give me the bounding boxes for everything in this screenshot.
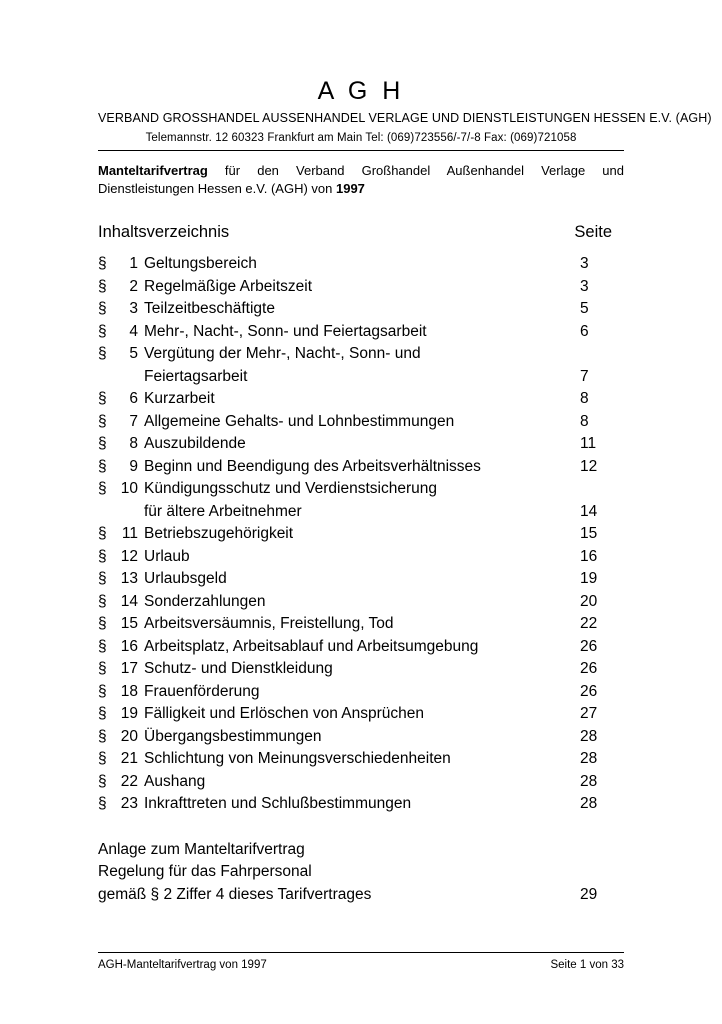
section-number: 20 xyxy=(120,727,138,745)
appendix-page-number: 29 xyxy=(580,885,598,903)
section-symbol: § xyxy=(98,480,107,498)
subtitle-lead: Manteltarifvertrag xyxy=(98,162,208,178)
toc-entry[interactable] xyxy=(98,301,624,317)
toc-entry-number xyxy=(98,729,144,745)
toc-entry-label: Schlichtung von Meinungsverschiedenheiten xyxy=(144,750,451,768)
toc-entry[interactable] xyxy=(98,526,624,542)
toc-entry[interactable] xyxy=(98,256,624,272)
section-number: 18 xyxy=(120,682,138,700)
toc-entry-page: 26 xyxy=(580,682,598,700)
toc-entry-label: Urlaubsgeld xyxy=(144,570,227,588)
toc-entry-page: 15 xyxy=(580,525,598,543)
toc-entry[interactable] xyxy=(98,571,624,587)
toc-entry-page: 16 xyxy=(580,547,598,565)
appendix-line-3 xyxy=(98,884,624,906)
section-symbol: § xyxy=(98,300,107,318)
toc-entry-label: Feiertagsarbeit xyxy=(144,367,248,385)
toc-entry[interactable] xyxy=(98,796,624,812)
section-symbol: § xyxy=(98,660,107,678)
toc-entry[interactable] xyxy=(98,774,624,790)
section-symbol: § xyxy=(98,412,107,430)
toc-entry-page: 26 xyxy=(580,660,598,678)
toc-entry-label: Teilzeitbeschäftigte xyxy=(144,300,275,318)
section-number: 16 xyxy=(120,637,138,655)
section-number: 22 xyxy=(120,772,138,790)
toc-entry-page: 12 xyxy=(580,457,598,475)
appendix-line-3-text: gemäß § 2 Ziffer 4 dieses Tarifvertrages xyxy=(98,885,372,903)
toc-entry-page: 20 xyxy=(580,592,598,610)
toc-entry-label: Mehr-, Nacht-, Sonn- und Feiertagsarbeit xyxy=(144,322,427,340)
section-symbol: § xyxy=(98,255,107,273)
section-symbol: § xyxy=(98,345,107,363)
toc-entry[interactable] xyxy=(98,346,624,362)
section-symbol: § xyxy=(98,772,107,790)
toc-entry-number xyxy=(98,706,144,722)
toc-page-column-header: Seite xyxy=(574,223,612,242)
section-symbol: § xyxy=(98,615,107,633)
document-subtitle xyxy=(98,162,624,200)
toc-header xyxy=(98,223,624,242)
section-number: 12 xyxy=(120,547,138,565)
toc-entry-page: 26 xyxy=(580,637,598,655)
toc-entry[interactable] xyxy=(98,639,624,655)
toc-entry-page: 28 xyxy=(580,795,598,813)
toc-entry[interactable] xyxy=(98,459,624,475)
appendix-line-2 xyxy=(98,861,624,883)
subtitle-body: für den Verband Großhandel Außenhandel Verlage und Dienstleistungen Hessen e.V. (AGH) von xyxy=(98,162,624,197)
section-symbol: § xyxy=(98,750,107,768)
toc-entry-page: 5 xyxy=(580,300,589,318)
toc-entry[interactable] xyxy=(98,504,624,520)
toc-entry-label: Sonderzahlungen xyxy=(144,592,266,610)
footer-right-text: Seite 1 von 33 xyxy=(550,959,624,971)
section-symbol: § xyxy=(98,682,107,700)
toc-entry-number xyxy=(98,571,144,587)
organization-initials: A G H xyxy=(317,77,405,105)
toc-entry-label: Allgemeine Gehalts- und Lohnbestimmungen xyxy=(144,412,455,430)
section-symbol: § xyxy=(98,525,107,543)
header-divider xyxy=(98,150,624,151)
organization-contact: Telemannstr. 12 60323 Frankfurt am Main Tel: (069)723556/-7/-8 Fax: (069)721058 xyxy=(145,131,577,144)
toc-entry-label: Arbeitsplatz, Arbeitsablauf und Arbeitsumgebung xyxy=(144,637,479,655)
toc-entry[interactable] xyxy=(98,436,624,452)
appendix-line-2-text: Regelung für das Fahrpersonal xyxy=(98,863,312,881)
toc-entry-page: 8 xyxy=(580,412,589,430)
toc-entry-number xyxy=(98,549,144,565)
toc-entry-label: Inkrafttreten und Schlußbestimmungen xyxy=(144,795,412,813)
toc-entry-label: Frauenförderung xyxy=(144,682,260,700)
section-number: 11 xyxy=(121,525,138,543)
footer-divider xyxy=(98,952,624,953)
section-symbol: § xyxy=(98,795,107,813)
toc-entry-number xyxy=(98,436,144,452)
toc-entry[interactable] xyxy=(98,324,624,340)
document-masthead xyxy=(98,0,712,151)
toc-entry-number xyxy=(98,751,144,767)
section-number: 4 xyxy=(129,322,138,340)
section-number: 5 xyxy=(129,345,138,363)
toc-entry-page: 27 xyxy=(580,705,598,723)
section-number: 23 xyxy=(120,795,138,813)
section-symbol: § xyxy=(98,705,107,723)
section-number: 8 xyxy=(129,435,138,453)
appendix-line-1-text: Anlage zum Manteltarifvertrag xyxy=(98,840,305,858)
toc-entry-number xyxy=(98,301,144,317)
toc-entry-number xyxy=(98,279,144,295)
toc-entry-label: Übergangsbestimmungen xyxy=(144,727,322,745)
toc-entry-label: Geltungsbereich xyxy=(144,255,257,273)
toc-entry-page: 3 xyxy=(580,277,589,295)
section-number: 3 xyxy=(129,300,138,318)
appendix-block xyxy=(98,839,624,906)
toc-entry-page: 14 xyxy=(580,502,598,520)
toc-entry[interactable] xyxy=(98,706,624,722)
toc-entry[interactable] xyxy=(98,616,624,632)
toc-title: Inhaltsverzeichnis xyxy=(98,223,230,242)
toc-entry-page: 11 xyxy=(580,435,597,453)
page-footer xyxy=(98,952,624,971)
section-symbol: § xyxy=(98,390,107,408)
toc-entry[interactable] xyxy=(98,684,624,700)
toc-entry[interactable] xyxy=(98,414,624,430)
section-number: 21 xyxy=(120,750,138,768)
toc-entry[interactable] xyxy=(98,661,624,677)
section-number: 19 xyxy=(120,705,138,723)
toc-entry-label: Fälligkeit und Erlöschen von Ansprüchen xyxy=(144,705,425,723)
toc-entry-page: 22 xyxy=(580,615,598,633)
section-symbol: § xyxy=(98,547,107,565)
toc-list xyxy=(98,256,624,812)
page-content xyxy=(98,0,712,906)
toc-entry[interactable] xyxy=(98,391,624,407)
section-number: 2 xyxy=(129,277,138,295)
section-number: 1 xyxy=(129,255,138,273)
toc-entry-number xyxy=(98,684,144,700)
toc-entry[interactable] xyxy=(98,369,624,385)
toc-entry-number xyxy=(98,256,144,272)
toc-entry-number xyxy=(98,639,144,655)
toc-entry-number xyxy=(98,526,144,542)
section-number: 13 xyxy=(120,570,138,588)
toc-entry-number xyxy=(98,774,144,790)
toc-entry-label: Arbeitsversäumnis, Freistellung, Tod xyxy=(144,615,394,633)
toc-entry-label: Schutz- und Dienstkleidung xyxy=(144,660,333,678)
section-symbol: § xyxy=(98,637,107,655)
toc-entry-label: Betriebszugehörigkeit xyxy=(144,525,294,543)
section-number: 9 xyxy=(129,457,138,475)
toc-entry-label: Regelmäßige Arbeitszeit xyxy=(144,277,312,295)
section-symbol: § xyxy=(98,570,107,588)
toc-entry-page: 7 xyxy=(580,367,589,385)
toc-entry-label: für ältere Arbeitnehmer xyxy=(144,502,302,520)
toc-entry[interactable] xyxy=(98,549,624,565)
toc-entry[interactable] xyxy=(98,279,624,295)
toc-entry-number xyxy=(98,661,144,677)
section-number: 17 xyxy=(120,660,138,678)
subtitle-year: 1997 xyxy=(335,181,365,197)
toc-entry[interactable] xyxy=(98,481,624,497)
section-symbol: § xyxy=(98,277,107,295)
section-number: 6 xyxy=(129,390,138,408)
section-symbol: § xyxy=(98,322,107,340)
toc-entry-label: Aushang xyxy=(144,772,206,790)
toc-entry-page: 6 xyxy=(580,322,589,340)
toc-entry-page: 8 xyxy=(580,390,589,408)
section-symbol: § xyxy=(98,435,107,453)
toc-entry-number xyxy=(98,481,144,497)
toc-entry-page: 28 xyxy=(580,727,598,745)
section-number: 14 xyxy=(120,592,138,610)
toc-entry-number xyxy=(98,346,144,362)
section-symbol: § xyxy=(98,592,107,610)
toc-entry-page: 19 xyxy=(580,570,598,588)
section-number: 7 xyxy=(129,412,138,430)
toc-entry-page: 3 xyxy=(580,255,589,273)
toc-entry-number xyxy=(98,324,144,340)
toc-entry-page: 28 xyxy=(580,750,598,768)
toc-entry-number xyxy=(98,414,144,430)
section-number: 10 xyxy=(120,480,138,498)
section-number: 15 xyxy=(120,615,138,633)
organization-fullname xyxy=(98,110,712,125)
appendix-line-1 xyxy=(98,839,624,861)
toc-entry-number xyxy=(98,459,144,475)
organization-fullname-text: VERBAND GROSSHANDEL AUSSENHANDEL VERLAGE UND DIENSTLEISTUNGEN HESSEN E.V. (AGH) xyxy=(98,110,712,125)
section-symbol: § xyxy=(98,457,107,475)
toc-entry[interactable] xyxy=(98,594,624,610)
toc-entry-number xyxy=(98,594,144,610)
section-symbol: § xyxy=(98,727,107,745)
toc-entry-number xyxy=(98,796,144,812)
toc-entry-label: Auszubildende xyxy=(144,435,246,453)
toc-entry-page: 28 xyxy=(580,772,598,790)
toc-entry-label: Kündigungsschutz und Verdienstsicherung xyxy=(144,480,437,498)
toc-entry[interactable] xyxy=(98,751,624,767)
toc-entry-number xyxy=(98,391,144,407)
toc-entry-label: Kurzarbeit xyxy=(144,390,215,408)
toc-entry-label: Beginn und Beendigung des Arbeitsverhältnisses xyxy=(144,457,481,475)
footer-left-text: AGH-Manteltarifvertrag von 1997 xyxy=(98,959,267,971)
toc-entry-label: Vergütung der Mehr-, Nacht-, Sonn- und xyxy=(144,345,421,363)
toc-entry-number xyxy=(98,616,144,632)
toc-entry[interactable] xyxy=(98,729,624,745)
toc-entry-label: Urlaub xyxy=(144,547,190,565)
